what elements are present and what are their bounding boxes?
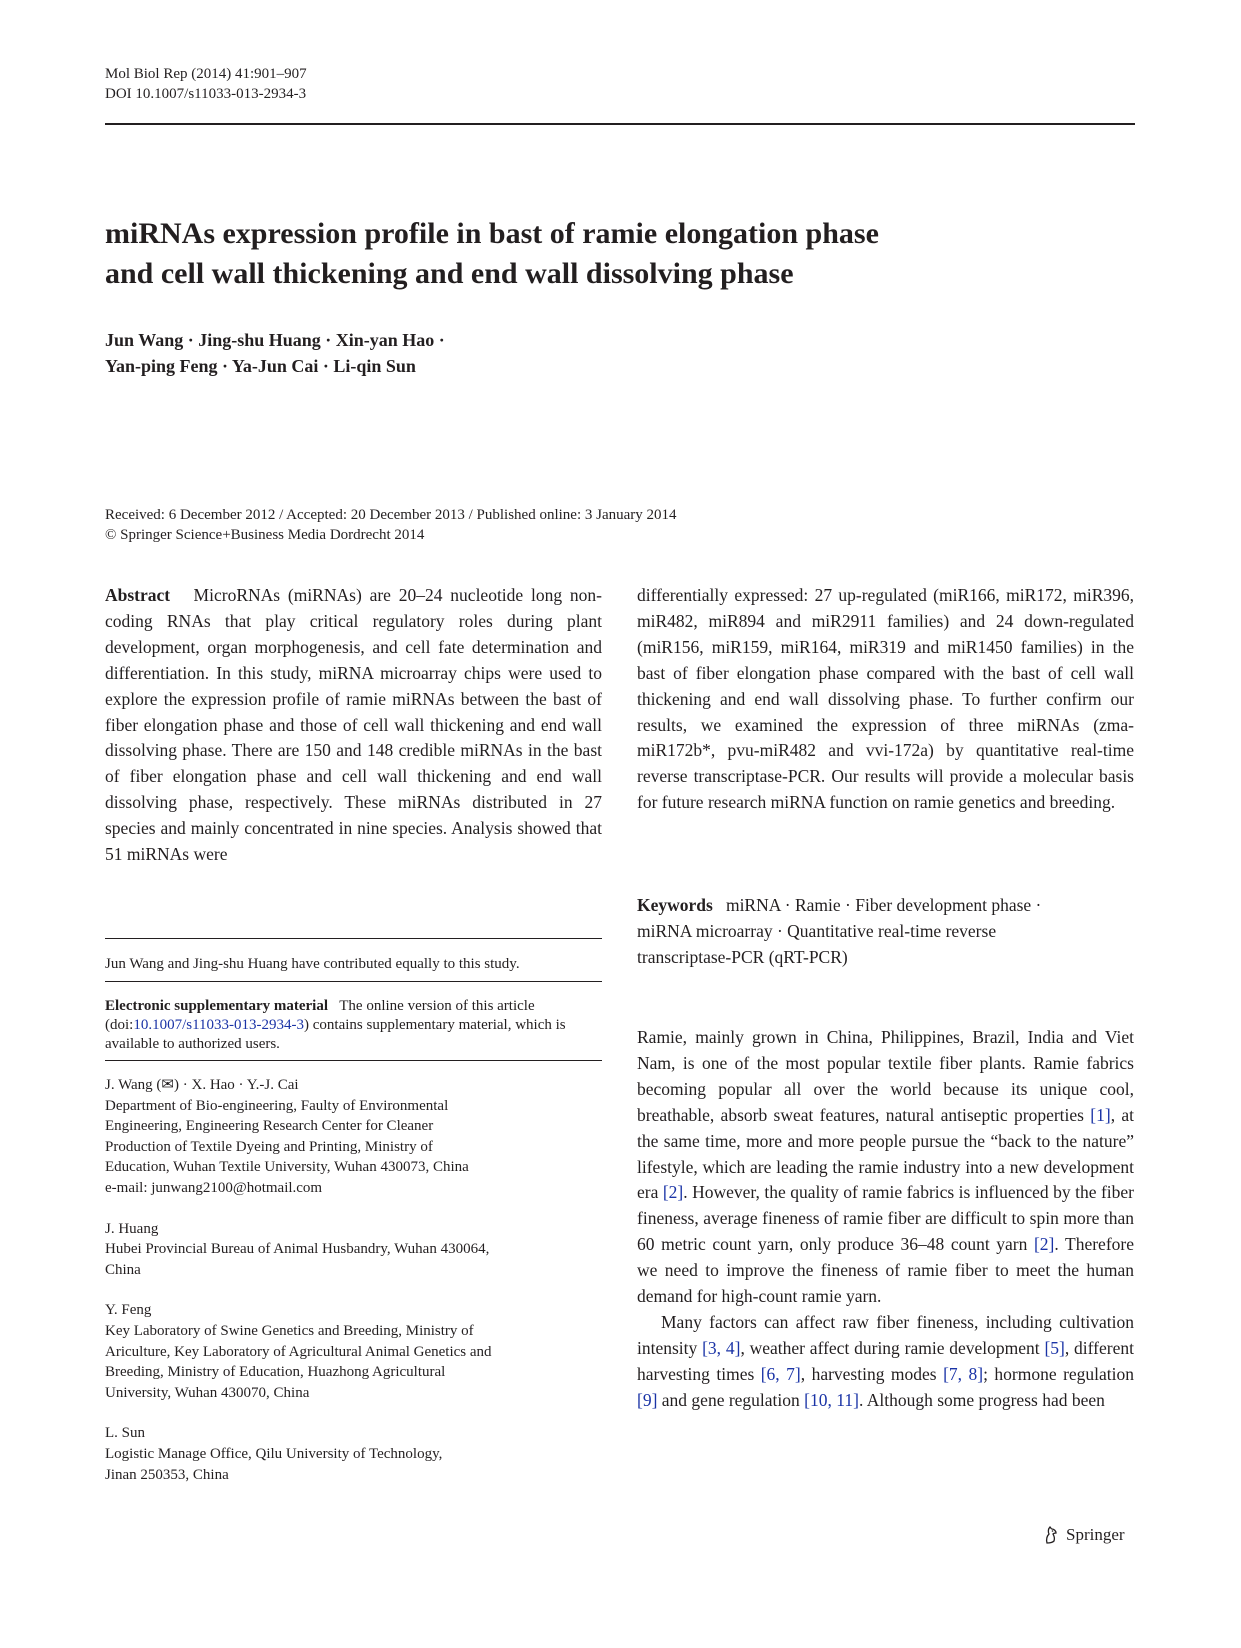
affiliation <box>105 1423 602 1485</box>
publisher-logo <box>1042 1525 1125 1545</box>
intro-paragraph-2 <box>637 1310 1134 1414</box>
affiliation <box>105 1075 602 1199</box>
keywords <box>637 893 1107 971</box>
abstract <box>105 583 602 868</box>
footnote-rule <box>105 938 602 939</box>
abstract-text: MicroRNAs (miRNAs) are 20–24 nucleotide long non-coding RNAs that play critical regulatory roles during plant development, organ morphogenesis, and cell fate determination and differentiation. In this study, miRNA microarray chips were used to explore the expression profile of ramie miRNAs between the bast of fiber elongation phase and those of cell wall thickening and end wall dissolving phase. There are 150 and 148 credible miRNAs in the bast of fiber elongation phase and cell wall thickening and end wall dissolving phase, respectively. These miRNAs distributed in 27 species and mainly concentrated in nine species. Analysis showed that 51 miRNAs were <box>105 585 602 865</box>
author-list <box>105 327 665 379</box>
journal-citation: Mol Biol Rep (2014) 41:901–907 <box>105 66 307 82</box>
affiliation-line: Department of Bio-engineering, Faulty of Environmental <box>105 1097 449 1114</box>
citation-link[interactable]: [2] <box>662 1182 684 1203</box>
doi: DOI 10.1007/s11033-013-2934-3 <box>105 86 307 102</box>
affiliation-line: Key Laboratory of Swine Genetics and Breeding, Ministry of <box>105 1322 474 1339</box>
contact-email: e-mail: junwang2100@hotmail.com <box>105 1179 323 1196</box>
intro-text: , weather affect during ramie development <box>740 1337 1045 1358</box>
doi-link[interactable]: 10.1007/s11033-013-2934-3 <box>133 1017 305 1033</box>
citation-link[interactable]: [7, 8] <box>943 1363 984 1384</box>
affiliation-line: Jinan 250353, China <box>105 1466 229 1483</box>
citation-link[interactable]: [6, 7] <box>760 1363 801 1384</box>
affiliation-names: J. Huang <box>105 1220 159 1237</box>
affiliation-line: Engineering, Engineering Research Center for Cleaner <box>105 1118 434 1135</box>
intro-text: . However, the quality of ramie fabrics is influenced by the fiber fineness, average fineness of ramie fiber are difficult to spin more than 60 metric count yarn, only produce 36–48 count yarn <box>637 1182 1134 1255</box>
affiliation <box>105 1219 602 1281</box>
running-header <box>105 64 307 104</box>
intro-text: Ramie, mainly grown in China, Philippines, Brazil, India and Viet Nam, is one of the most popular textile fiber plants. Ramie fabrics becoming popular all over the world because its unique cool, breathable, absorb sweat features, natural antiseptic properties <box>637 1027 1134 1125</box>
intro-paragraph-1 <box>637 1025 1134 1310</box>
paper-title <box>105 214 1055 294</box>
keywords-line-1: miRNA · Ramie · Fiber development phase · <box>725 895 1042 915</box>
intro-text: . Therefore we need to improve the fineness of ramie fiber to meet the human demand for high-count ramie yarn. <box>637 1234 1134 1307</box>
affiliations <box>105 1075 602 1505</box>
affiliation-line: Breeding, Ministry of Education, Huazhong Agricultural <box>105 1364 446 1381</box>
esm-text: The online version of this article (doi: <box>105 998 535 1033</box>
supplementary-material-note <box>105 997 602 1054</box>
abstract-label: Abstract <box>105 585 171 605</box>
citation-link[interactable]: [1] <box>1090 1104 1111 1125</box>
citation-link[interactable]: [2] <box>1033 1234 1055 1255</box>
affiliation-line: Logistic Manage Office, Qilu University of Technology, <box>105 1445 443 1462</box>
equal-contribution-note: Jun Wang and Jing-shu Huang have contributed equally to this study. <box>105 956 520 972</box>
affiliation-line: University, Wuhan 430070, China <box>105 1384 310 1401</box>
title-line-2: and cell wall thickening and end wall dissolving phase <box>105 257 794 290</box>
affiliation-line: Production of Textile Dyeing and Printing, Ministry of <box>105 1138 433 1155</box>
authors-line-1: Jun Wang · Jing-shu Huang · Xin-yan Hao · <box>105 330 445 350</box>
publisher-name: Springer <box>1066 1525 1125 1544</box>
affiliation-names: Y. Feng <box>105 1302 152 1319</box>
citation-link[interactable]: [5] <box>1044 1337 1065 1358</box>
keywords-line-3: transcriptase-PCR (qRT-PCR) <box>637 946 848 967</box>
affiliation-line: Ariculture, Key Laboratory of Agricultural Animal Genetics and <box>105 1343 492 1360</box>
esm-text: ) contains supplementary material, which is available to authorized users. <box>105 1017 566 1052</box>
copyright: © Springer Science+Business Media Dordrecht 2014 <box>105 527 425 543</box>
header-rule <box>105 123 1135 125</box>
intro-text: , different harvesting times <box>637 1337 1134 1384</box>
intro-text: and gene regulation <box>657 1389 805 1410</box>
citation-link[interactable]: [3, 4] <box>702 1337 741 1358</box>
affiliation-line: Hubei Provincial Bureau of Animal Husbandry, Wuhan 430064, <box>105 1241 490 1258</box>
abstract-continuation <box>637 583 1134 816</box>
affiliation-names: L. Sun <box>105 1425 146 1442</box>
intro-text: , at the same time, more and more people pursue the “back to the nature” lifestyle, which are leading the ramie industry into a new development era <box>637 1104 1134 1203</box>
introduction <box>637 1025 1134 1414</box>
keywords-label: Keywords <box>637 895 713 915</box>
history-dates: Received: 6 December 2012 / Accepted: 20 December 2013 / Published online: 3 January 2014 <box>105 507 677 523</box>
esm-label: Electronic supplementary material <box>105 998 329 1014</box>
footnote-rule <box>105 1060 602 1061</box>
article-history <box>105 505 1005 545</box>
intro-text: . Although some progress had been <box>858 1389 1105 1410</box>
footnote-rule <box>105 981 602 982</box>
intro-text: , harvesting modes <box>800 1363 944 1384</box>
keywords-line-2: miRNA microarray · Quantitative real-time reverse <box>637 920 997 941</box>
intro-text: ; hormone regulation <box>983 1363 1135 1384</box>
affiliation-names: J. Wang (✉) · X. Hao · Y.-J. Cai <box>105 1077 299 1093</box>
citation-link[interactable]: [9] <box>637 1389 658 1410</box>
springer-horse-icon <box>1042 1525 1060 1545</box>
affiliation-line: China <box>105 1261 141 1278</box>
authors-line-2: Yan-ping Feng · Ya-Jun Cai · Li-qin Sun <box>105 356 416 376</box>
affiliation <box>105 1300 602 1403</box>
intro-text: Many factors can affect raw fiber fineness, including cultivation intensity <box>637 1311 1134 1358</box>
citation-link[interactable]: [10, 11] <box>804 1389 859 1410</box>
abstract-continuation-text: differentially expressed: 27 up-regulated (miR166, miR172, miR396, miR482, miR894 and miR2911 families) and 24 down-regulated (miR156, miR159, miR164, miR319 and miR1450 families) in the bast of fiber elongation phase compared with the bast of cell wall thickening and end wall dissolving phase. To further confirm our results, we examined the expression of three miRNAs (zma-miR172b*, pvu-miR482 and vvi-172a) by quantitative real-time reverse transcriptase-PCR. Our results will provide a molecular basis for future research miRNA function on ramie genetics and breeding. <box>637 585 1134 813</box>
affiliation-line: Education, Wuhan Textile University, Wuhan 430073, China <box>105 1159 469 1176</box>
title-line-1: miRNAs expression profile in bast of ramie elongation phase <box>105 217 879 250</box>
